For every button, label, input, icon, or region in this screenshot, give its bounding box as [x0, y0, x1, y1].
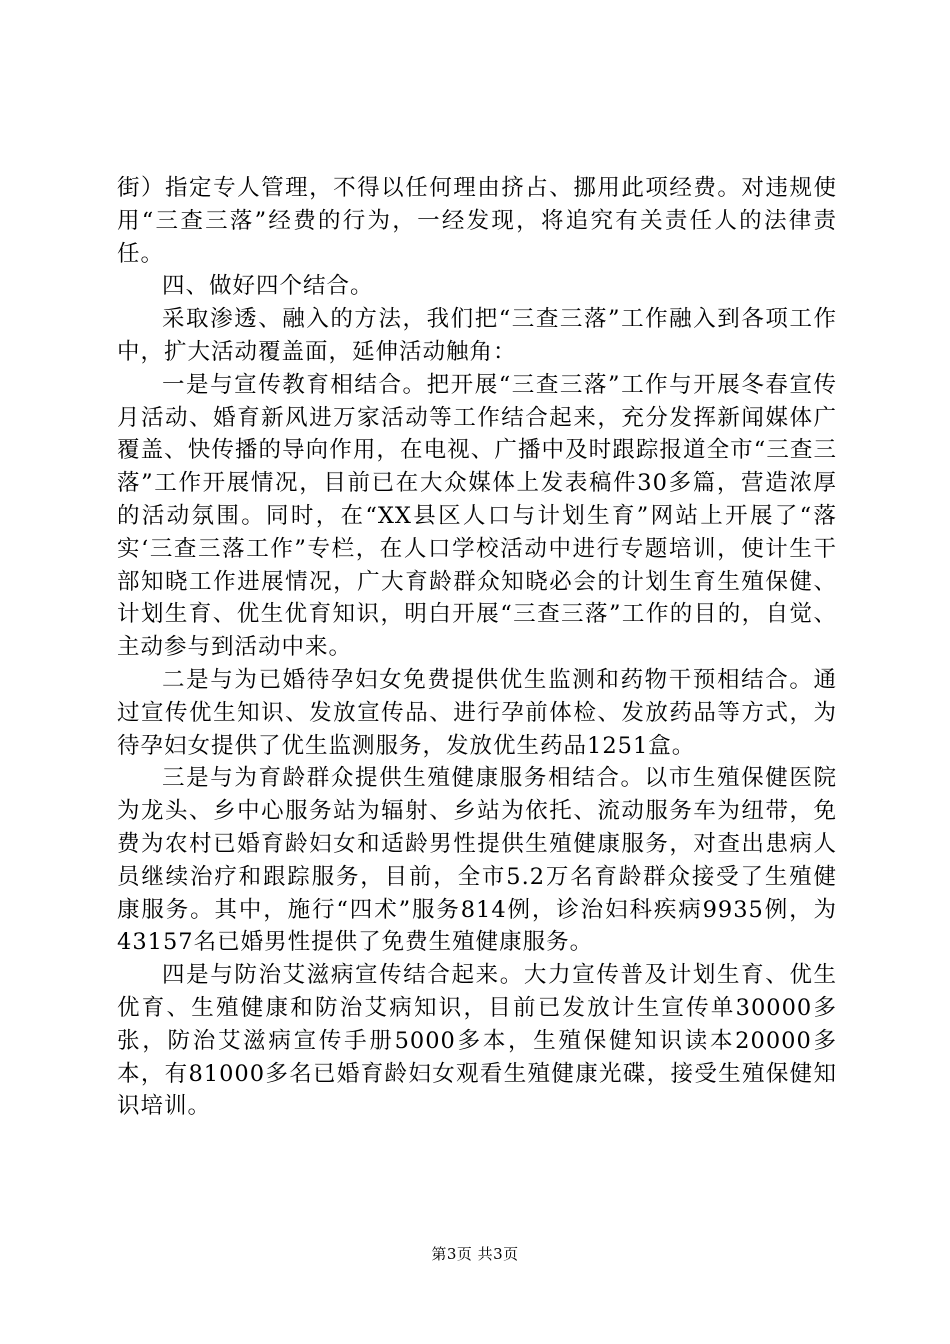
paragraph-4: 一是与宣传教育相结合。把开展“三查三落”工作与开展冬春宣传月活动、婚育新风进万家活动等工作结合起来，充分发挥新闻媒体广覆盖、快传播的导向作用，在电视、广播中及时跟踪报道全市“三查三落”工作开展情况，目前已在大众媒体上发表稿件30多篇，营造浓厚的活动氛围。同时，在“XX县区人口与计划生育”网站上开展了“落实‘三查三落工作”专栏，在人口学校活动中进行专题培训，使计生干部知晓工作进展情况，广大育龄群众知晓必会的计划生育生殖保健、计划生育、优生优育知识，明白开展“三查三落”工作的目的，自觉、主动参与到活动中来。 [117, 371, 837, 661]
page-number-label: 第3页 共3页 [431, 1245, 519, 1263]
paragraph-7: 四是与防治艾滋病宣传结合起来。大力宣传普及计划生育、优生优育、生殖健康和防治艾病知识，目前已发放计生宣传单30000多张，防治艾滋病宣传手册5000多本，生殖保健知识读本20000多本，有81000多名已婚育龄妇女观看生殖健康光碟，接受生殖保健知识培训。 [117, 962, 837, 1120]
paragraph-1: 街）指定专人管理，不得以任何理由挤占、挪用此项经费。对违规使用“三查三落”经费的行为，一经发现，将追究有关责任人的法律责任。 [117, 175, 837, 267]
paragraph-2-heading: 四、做好四个结合。 [162, 273, 374, 300]
page-footer [0, 1244, 950, 1264]
paragraph-5: 二是与为已婚待孕妇女免费提供优生监测和药物干预相结合。通过宣传优生知识、发放宣传品、进行孕前体检、发放药品等方式，为待孕妇女提供了优生监测服务，发放优生药品1251盒。 [117, 666, 837, 759]
paragraph-3: 采取渗透、融入的方法，我们把“三查三落”工作融入到各项工作中，扩大活动覆盖面，延伸活动触角： [117, 306, 837, 365]
paragraph-6: 三是与为育龄群众提供生殖健康服务相结合。以市生殖保健医院为龙头、乡中心服务站为辐射、乡站为依托、流动服务车为纽带，免费为农村已婚育龄妇女和适龄男性提供生殖健康服务，对查出患病人员继续治疗和跟踪服务，目前，全市5.2万名育龄群众接受了生殖健康服务。其中，施行“四术”服务814例，诊治妇科疾病9935例，为43157名已婚男性提供了免费生殖健康服务。 [117, 765, 837, 956]
document-body [117, 172, 837, 1123]
